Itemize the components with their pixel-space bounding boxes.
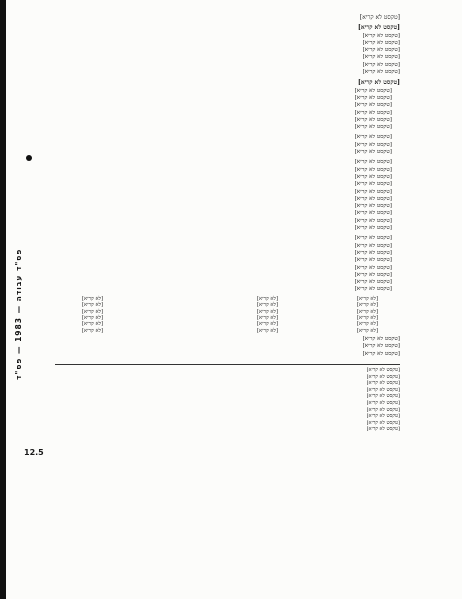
- table-cell: [לא קריא]: [356, 302, 378, 309]
- footnote: [טקסט לא קריא]: [366, 393, 400, 400]
- short-item: [טקסט לא קריא]: [354, 249, 392, 256]
- closing-line: [טקסט לא קריא]: [362, 350, 400, 357]
- closing-line: [טקסט לא קריא]: [362, 343, 400, 350]
- item-line: [טקסט לא קריא]: [354, 217, 392, 224]
- short-item: [טקסט לא קריא]: [354, 235, 392, 242]
- list-item-8: [55, 272, 400, 294]
- paragraph-line: [טקסט לא קריא]: [362, 61, 400, 68]
- item-line: [טקסט לא קריא]: [354, 225, 392, 232]
- table-cell: [לא קריא]: [356, 314, 378, 321]
- closing-paragraph: [55, 336, 400, 358]
- table-cell: [לא קריא]: [256, 321, 278, 328]
- left-margin: [6, 0, 36, 599]
- table-cell: [לא קריא]: [256, 327, 278, 334]
- running-header-vertical: פס"ד עבודה — 1983 — פס"ד: [14, 248, 23, 380]
- short-item: [טקסט לא קריא]: [354, 257, 392, 264]
- list-item-1: [55, 88, 400, 132]
- table-cell: [לא קריא]: [82, 302, 104, 309]
- short-item: [טקסט לא קריא]: [354, 264, 392, 271]
- footnote: [טקסט לא קריא]: [366, 380, 400, 387]
- item-line: [טקסט לא קריא]: [354, 141, 392, 148]
- item-line: [טקסט לא קריא]: [354, 124, 392, 131]
- section-heading-2: [טקסט לא קריא]: [358, 79, 400, 87]
- footnote: [טקסט לא קריא]: [366, 413, 400, 420]
- short-item: [טקסט לא קריא]: [354, 242, 392, 249]
- table-cell: [לא קריא]: [82, 321, 104, 328]
- table-cell: [לא קריא]: [256, 314, 278, 321]
- item-line: [טקסט לא קריא]: [354, 195, 392, 202]
- item-line: [טקסט לא קריא]: [354, 94, 392, 101]
- paragraph-line: [טקסט לא קריא]: [362, 32, 400, 39]
- short-items: [55, 235, 400, 271]
- table-cell: [לא קריא]: [256, 308, 278, 315]
- paragraph-line: [טקסט לא קריא]: [362, 69, 400, 76]
- margin-bullet-icon: [26, 155, 32, 161]
- item-line: [טקסט לא קריא]: [354, 210, 392, 217]
- footnote: [טקסט לא קריא]: [366, 373, 400, 380]
- paragraph-line: [טקסט לא קריא]: [362, 54, 400, 61]
- item-line: [טקסט לא קריא]: [354, 102, 392, 109]
- paragraph-1: [55, 33, 400, 77]
- list-item-2: [55, 134, 400, 156]
- item-line: [טקסט לא קריא]: [354, 279, 392, 286]
- document-body: [55, 14, 400, 358]
- table-cell: [לא קריא]: [356, 327, 378, 334]
- footnote: [טקסט לא קריא]: [366, 406, 400, 413]
- item-line: [טקסט לא קריא]: [354, 159, 392, 166]
- table-cell: [לא קריא]: [356, 295, 378, 302]
- item-line: [טקסט לא קריא]: [354, 203, 392, 210]
- item-line: [טקסט לא קריא]: [354, 116, 392, 123]
- footnote: [טקסט לא קריא]: [366, 386, 400, 393]
- footnote-divider: [55, 364, 400, 365]
- item-line: [טקסט לא קריא]: [354, 149, 392, 156]
- item-line: [טקסט לא קריא]: [354, 166, 392, 173]
- paragraph-line: [טקסט לא קריא]: [362, 47, 400, 54]
- top-line: [טקסט לא קריא]: [359, 14, 400, 21]
- item-line: [טקסט לא קריא]: [354, 271, 392, 278]
- table-cell: [לא קריא]: [256, 295, 278, 302]
- footnotes: [55, 367, 400, 433]
- item-line: [טקסט לא קריא]: [354, 173, 392, 180]
- closing-line: [טקסט לא קריא]: [362, 336, 400, 343]
- footnote: [טקסט לא קריא]: [366, 399, 400, 406]
- table-cell: [לא קריא]: [82, 327, 104, 334]
- table-row: [80, 328, 380, 334]
- table-cell: [לא קריא]: [356, 321, 378, 328]
- table-cell: [לא קריא]: [82, 295, 104, 302]
- paragraph-line: [טקסט לא קריא]: [362, 39, 400, 46]
- item-line: [טקסט לא קריא]: [354, 188, 392, 195]
- item-line: [טקסט לא קריא]: [354, 134, 392, 141]
- list-item-3: [55, 159, 400, 232]
- footnote: [טקסט לא קריא]: [366, 367, 400, 373]
- item-line: [טקסט לא קריא]: [354, 87, 392, 94]
- item-line: [טקסט לא קריא]: [354, 286, 392, 293]
- table-cell: [לא קריא]: [82, 314, 104, 321]
- table-cell: [לא קריא]: [256, 302, 278, 309]
- table-cell: [לא קריא]: [356, 308, 378, 315]
- table-cell: [לא קריא]: [82, 308, 104, 315]
- footnote: [טקסט לא קריא]: [366, 419, 400, 426]
- footnote: [טקסט לא קריא]: [366, 426, 400, 433]
- page-number: 12.5: [24, 448, 44, 457]
- section-heading-1: [טקסט לא קריא]: [358, 24, 400, 32]
- item-line: [טקסט לא קריא]: [354, 109, 392, 116]
- schedule-table: [80, 296, 380, 334]
- item-line: [טקסט לא קריא]: [354, 181, 392, 188]
